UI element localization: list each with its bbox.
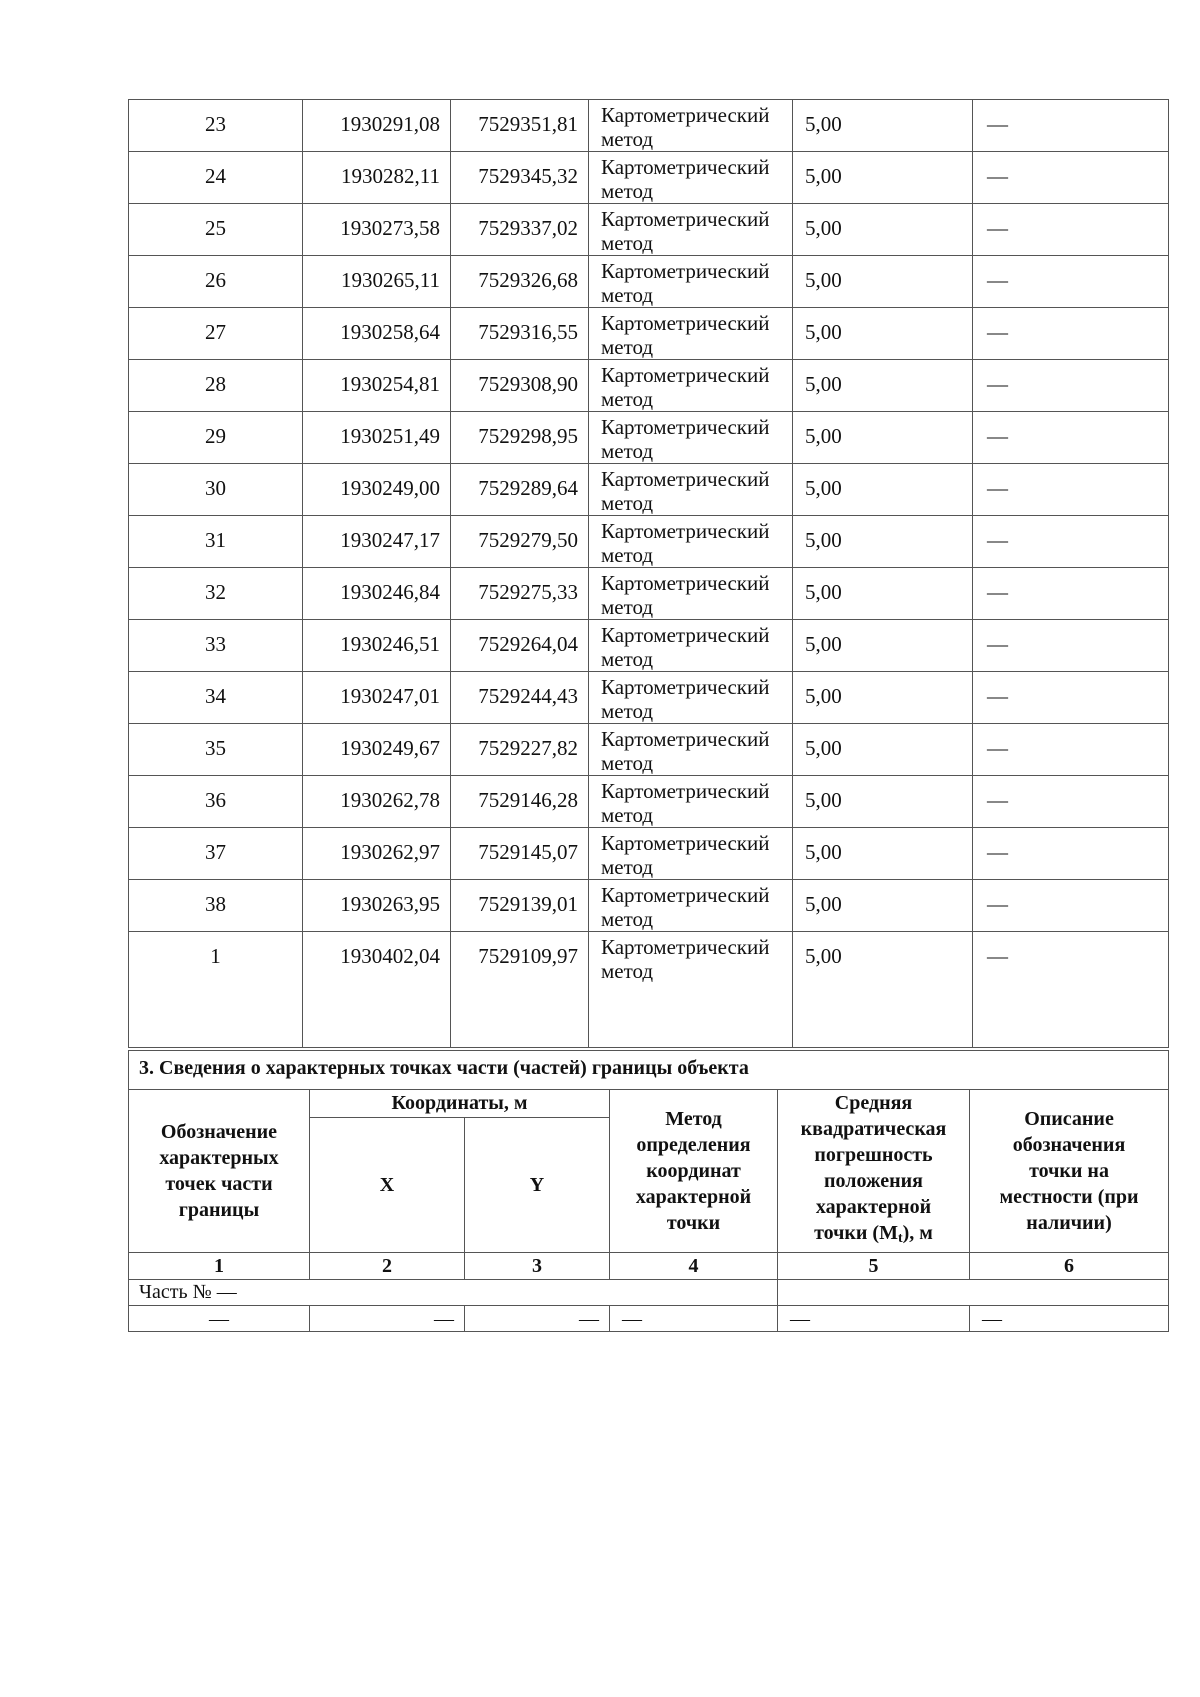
header-coordinates: Координаты, м (310, 1090, 610, 1118)
description: — (973, 412, 1169, 464)
x-coordinate: 1930251,49 (303, 412, 451, 464)
method-line: Картометрический (601, 259, 770, 283)
method (589, 256, 793, 308)
y-coordinate: 7529275,33 (451, 568, 589, 620)
method-line: метод (601, 751, 654, 775)
column-number: 5 (778, 1253, 970, 1280)
column-number: 4 (610, 1253, 778, 1280)
description: — (973, 360, 1169, 412)
x-coordinate: 1930265,11 (303, 256, 451, 308)
points-table (128, 99, 1169, 1048)
point-number: 25 (129, 204, 303, 256)
table-row (129, 568, 1169, 620)
empty-cell: — (778, 1306, 970, 1332)
mean-error: 5,00 (793, 464, 973, 516)
header-point-designation: Обозначение характерных точек части границы (129, 1090, 310, 1253)
point-number: 28 (129, 360, 303, 412)
table-row (129, 932, 1169, 1048)
method-line: метод (601, 335, 654, 359)
table-row (129, 412, 1169, 464)
point-number: 36 (129, 776, 303, 828)
section-title: 3. Сведения о характерных точках части (частей) границы объекта (129, 1051, 1169, 1090)
y-coordinate: 7529146,28 (451, 776, 589, 828)
method-line: метод (601, 855, 654, 879)
method-line: Картометрический (601, 571, 770, 595)
x-coordinate: 1930262,78 (303, 776, 451, 828)
x-coordinate: 1930249,67 (303, 724, 451, 776)
description: — (973, 152, 1169, 204)
point-number: 27 (129, 308, 303, 360)
method (589, 932, 793, 1048)
x-coordinate: 1930254,81 (303, 360, 451, 412)
method (589, 568, 793, 620)
mean-error: 5,00 (793, 204, 973, 256)
point-number: 35 (129, 724, 303, 776)
point-number: 34 (129, 672, 303, 724)
part-empty-cell (778, 1280, 1169, 1306)
description: — (973, 568, 1169, 620)
y-coordinate: 7529316,55 (451, 308, 589, 360)
table-row (129, 672, 1169, 724)
column-number: 2 (310, 1253, 465, 1280)
description: — (973, 880, 1169, 932)
table-row (129, 620, 1169, 672)
empty-cell: — (610, 1306, 778, 1332)
description: — (973, 516, 1169, 568)
mean-error: 5,00 (793, 412, 973, 464)
x-coordinate: 1930246,51 (303, 620, 451, 672)
method-line: Картометрический (601, 519, 770, 543)
method (589, 620, 793, 672)
method-line: метод (601, 283, 654, 307)
x-coordinate: 1930247,17 (303, 516, 451, 568)
method-line: Картометрический (601, 779, 770, 803)
mean-error: 5,00 (793, 880, 973, 932)
table-row (129, 152, 1169, 204)
mean-error: 5,00 (793, 776, 973, 828)
section3-table (128, 1050, 1169, 1332)
empty-cell: — (310, 1306, 465, 1332)
point-number: 32 (129, 568, 303, 620)
y-coordinate: 7529345,32 (451, 152, 589, 204)
method-line: метод (601, 179, 654, 203)
points-table-body (129, 100, 1169, 1048)
part-label: Часть № — (129, 1280, 778, 1306)
y-coordinate: 7529145,07 (451, 828, 589, 880)
mean-error: 5,00 (793, 256, 973, 308)
method (589, 308, 793, 360)
method-line: метод (601, 491, 654, 515)
method-line: Картометрический (601, 467, 770, 491)
method-line: Картометрический (601, 935, 770, 959)
description: — (973, 100, 1169, 152)
empty-cell: — (970, 1306, 1169, 1332)
method (589, 672, 793, 724)
table-row (129, 776, 1169, 828)
method (589, 152, 793, 204)
header-x: X (310, 1117, 465, 1252)
method-line: метод (601, 231, 654, 255)
method-line: Картометрический (601, 415, 770, 439)
mean-error: 5,00 (793, 360, 973, 412)
method (589, 828, 793, 880)
method-line: метод (601, 387, 654, 411)
method-line: Картометрический (601, 363, 770, 387)
description: — (973, 620, 1169, 672)
header-mean-error: Средняя квадратическая погрешность положения характерной точки $(M_t)$, м (778, 1090, 970, 1253)
point-number: 38 (129, 880, 303, 932)
x-coordinate: 1930402,04 (303, 932, 451, 1048)
method (589, 776, 793, 828)
method (589, 880, 793, 932)
table-row (129, 516, 1169, 568)
table-row (129, 308, 1169, 360)
table-row (129, 724, 1169, 776)
description: — (973, 204, 1169, 256)
mean-error: 5,00 (793, 672, 973, 724)
method-line: Картометрический (601, 675, 770, 699)
mean-error: 5,00 (793, 620, 973, 672)
header-description: Описание обозначения точки на местности (при наличии) (970, 1090, 1169, 1253)
point-number: 26 (129, 256, 303, 308)
point-number: 24 (129, 152, 303, 204)
y-coordinate: 7529279,50 (451, 516, 589, 568)
method-line: Картометрический (601, 207, 770, 231)
method-line: метод (601, 543, 654, 567)
point-number: 30 (129, 464, 303, 516)
method-line: Картометрический (601, 623, 770, 647)
x-coordinate: 1930262,97 (303, 828, 451, 880)
mean-error: 5,00 (793, 828, 973, 880)
mean-error: 5,00 (793, 308, 973, 360)
method (589, 360, 793, 412)
mean-error: 5,00 (793, 932, 973, 1048)
description: — (973, 776, 1169, 828)
empty-cell: — (465, 1306, 610, 1332)
method-line: метод (601, 699, 654, 723)
mean-error: 5,00 (793, 724, 973, 776)
table-row (129, 204, 1169, 256)
y-coordinate: 7529227,82 (451, 724, 589, 776)
description: — (973, 724, 1169, 776)
table-row (129, 464, 1169, 516)
y-coordinate: 7529351,81 (451, 100, 589, 152)
point-number: 1 (129, 932, 303, 1048)
method-line: метод (601, 803, 654, 827)
point-number: 37 (129, 828, 303, 880)
mean-error: 5,00 (793, 568, 973, 620)
column-number: 1 (129, 1253, 310, 1280)
y-coordinate: 7529244,43 (451, 672, 589, 724)
y-coordinate: 7529337,02 (451, 204, 589, 256)
mean-error: 5,00 (793, 100, 973, 152)
empty-cell: — (129, 1306, 310, 1332)
method-line: Картометрический (601, 727, 770, 751)
method-line: метод (601, 907, 654, 931)
table-row (129, 256, 1169, 308)
y-coordinate: 7529139,01 (451, 880, 589, 932)
x-coordinate: 1930282,11 (303, 152, 451, 204)
x-coordinate: 1930258,64 (303, 308, 451, 360)
method-line: Картометрический (601, 103, 770, 127)
table-row (129, 360, 1169, 412)
y-coordinate: 7529109,97 (451, 932, 589, 1048)
x-coordinate: 1930249,00 (303, 464, 451, 516)
y-coordinate: 7529308,90 (451, 360, 589, 412)
y-coordinate: 7529264,04 (451, 620, 589, 672)
method-line: Картометрический (601, 155, 770, 179)
point-number: 23 (129, 100, 303, 152)
y-coordinate: 7529289,64 (451, 464, 589, 516)
description: — (973, 464, 1169, 516)
table-row (129, 880, 1169, 932)
header-y: Y (465, 1117, 610, 1252)
x-coordinate: 1930291,08 (303, 100, 451, 152)
table-row (129, 100, 1169, 152)
method-line: метод (601, 959, 654, 983)
mean-error: 5,00 (793, 516, 973, 568)
column-number: 3 (465, 1253, 610, 1280)
method-line: метод (601, 127, 654, 151)
x-coordinate: 1930247,01 (303, 672, 451, 724)
x-coordinate: 1930273,58 (303, 204, 451, 256)
method-line: Картометрический (601, 883, 770, 907)
x-coordinate: 1930246,84 (303, 568, 451, 620)
point-number: 29 (129, 412, 303, 464)
table-row (129, 828, 1169, 880)
method (589, 516, 793, 568)
description: — (973, 256, 1169, 308)
header-method: Метод определения координат характерной точки (610, 1090, 778, 1253)
method (589, 724, 793, 776)
column-number: 6 (970, 1253, 1169, 1280)
description: — (973, 828, 1169, 880)
method-line: метод (601, 647, 654, 671)
method (589, 100, 793, 152)
method-line: Картометрический (601, 831, 770, 855)
x-coordinate: 1930263,95 (303, 880, 451, 932)
method-line: Картометрический (601, 311, 770, 335)
y-coordinate: 7529298,95 (451, 412, 589, 464)
y-coordinate: 7529326,68 (451, 256, 589, 308)
method-line: метод (601, 595, 654, 619)
method (589, 464, 793, 516)
point-number: 31 (129, 516, 303, 568)
method (589, 412, 793, 464)
point-number: 33 (129, 620, 303, 672)
description: — (973, 672, 1169, 724)
description: — (973, 308, 1169, 360)
mean-error: 5,00 (793, 152, 973, 204)
method-line: метод (601, 439, 654, 463)
description: — (973, 932, 1169, 1048)
method (589, 204, 793, 256)
